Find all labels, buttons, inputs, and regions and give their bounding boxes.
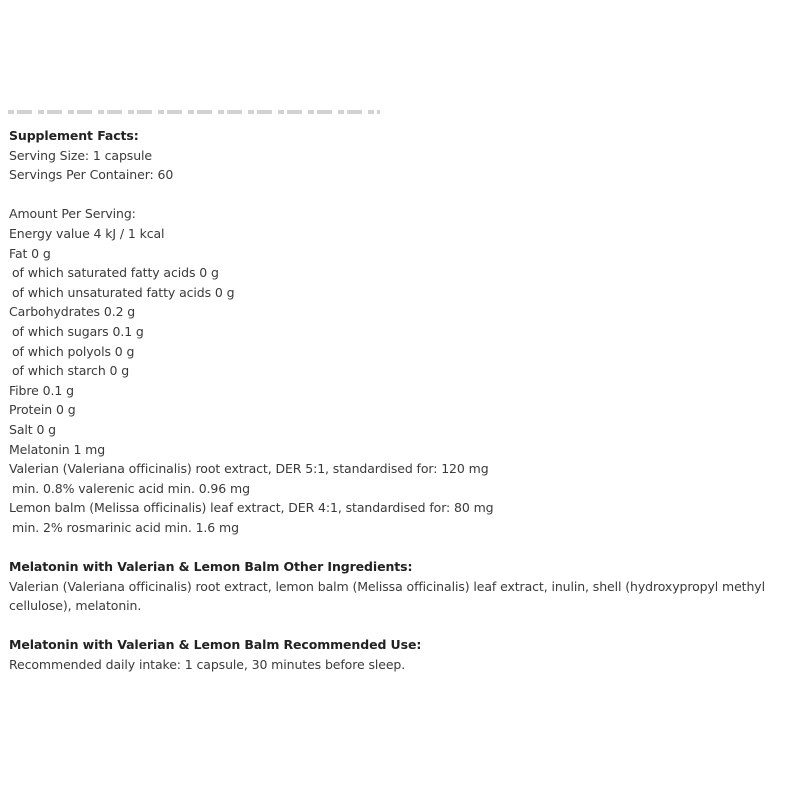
other-ingredients-text: Valerian (Valeriana officinalis) root extract, lemon balm (Melissa officinalis) leaf extract, inulin, shell (hydroxypropyl methyl cellulose), melatonin. xyxy=(9,578,765,614)
nutrient-row: Salt 0 g xyxy=(9,421,57,437)
spacer xyxy=(9,616,794,636)
nutrient-row: of which saturated fatty acids 0 g xyxy=(12,265,219,281)
supplement-info-content xyxy=(9,126,794,675)
supplement-facts-heading: Supplement Facts: xyxy=(9,128,139,143)
amount-per-serving-heading: Amount Per Serving: xyxy=(9,206,136,222)
nutrient-list xyxy=(9,224,794,538)
serving-size: Serving Size: 1 capsule xyxy=(9,147,153,163)
nutrient-row: min. 0.8% valerenic acid min. 0.96 mg xyxy=(12,480,250,496)
spacer xyxy=(9,185,794,205)
nutrient-row: Fat 0 g xyxy=(9,245,51,261)
nutrient-row: Carbohydrates 0.2 g xyxy=(9,304,136,320)
nutrient-row: of which polyols 0 g xyxy=(12,343,135,359)
servings-per-container: Servings Per Container: 60 xyxy=(9,167,174,183)
clipped-text-line xyxy=(8,108,380,122)
spacer xyxy=(9,537,794,557)
nutrient-row: Valerian (Valeriana officinalis) root extract, DER 5:1, standardised for: 120 mg xyxy=(9,461,489,477)
recommended-use-text: Recommended daily intake: 1 capsule, 30 minutes before sleep. xyxy=(9,657,406,673)
nutrient-row: of which unsaturated fatty acids 0 g xyxy=(12,284,235,300)
nutrient-row: Melatonin 1 mg xyxy=(9,441,106,457)
other-ingredients-heading: Melatonin with Valerian & Lemon Balm Other Ingredients: xyxy=(9,559,413,575)
nutrient-row: Protein 0 g xyxy=(9,402,76,418)
nutrient-row: of which sugars 0.1 g xyxy=(12,323,144,339)
nutrient-row: min. 2% rosmarinic acid min. 1.6 mg xyxy=(12,519,239,535)
nutrient-row: of which starch 0 g xyxy=(12,363,130,379)
nutrient-row: Fibre 0.1 g xyxy=(9,382,74,398)
nutrient-row: Lemon balm (Melissa officinalis) leaf extract, DER 4:1, standardised for: 80 mg xyxy=(9,500,494,516)
nutrient-row: Energy value 4 kJ / 1 kcal xyxy=(9,225,165,241)
recommended-use-heading: Melatonin with Valerian & Lemon Balm Recommended Use: xyxy=(9,637,422,653)
